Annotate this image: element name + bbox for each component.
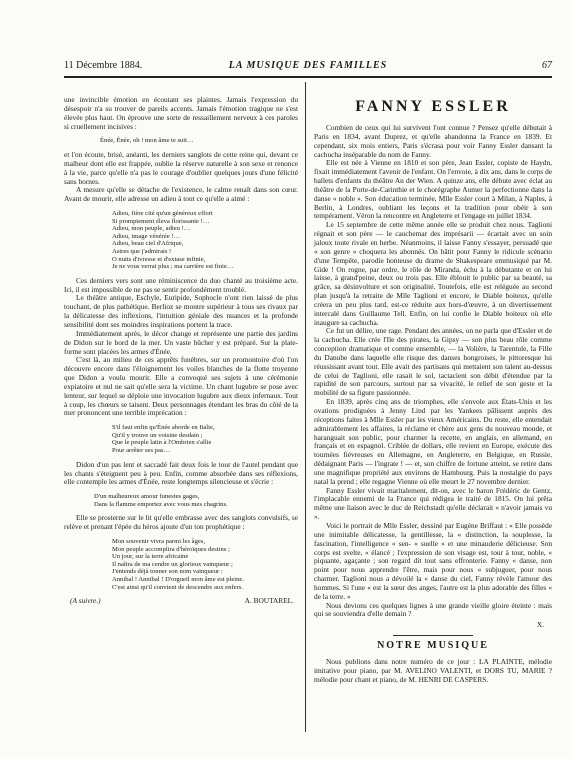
section-separator xyxy=(393,635,473,636)
paragraph: Combien de ceux qui lui survivent l'ont connue ? Pensez qu'elle débutait à Paris en 1834, avant Duprez, et qu'elle abandonna la France en 1839. Et cependant, six mois entiers, Paris s'écrasa pour voir Fanny Essler dansant la cachucha inséparable du nom de Fanny. xyxy=(314,123,552,159)
paragraph: Didon d'un pas lent et saccadé fait deux fois le tour de l'autel pendant que les chants s'éteignent peu à peu. Enfin, comme absorbée dans ses réflexions, elle contemple les armes d'Énée, reste longtemps silencieuse et s'écrie : xyxy=(64,459,298,487)
verse-line: Mon souvenir vivra parmi les âges, xyxy=(112,538,206,546)
paragraph: Voici le portrait de Mlle Essler, dessiné par Eugène Briffaut : « Elle possède une inimitable délicatesse, la gentillesse, la « distinction, la souplesse, la fascination, l'intelligence « sen- « suelle » et une minauderie délicieuse. Son corps est svelte, « élancé ; l'expression de son visage est, tour à tour, noble, « piquante, agaçante ; son regard dit tout sans effronterie. Fanny « danse, non point pour nous apprendre l'être, mais pour nous « subjuguer, pour nous charmer. Taglioni nous a dévoilé la « danse du ciel, Fanny révèle l'amour des hommes. Si l'une « est la sœur des anges, l'autre est la plus adorable des filles « de la terre. » xyxy=(314,520,552,601)
verse-line: C'est ainsi qu'il convient de descendre aux enfers. xyxy=(112,583,243,591)
verse-line: S'il faut enfin qu'Énée aborde en Italie, xyxy=(112,424,215,432)
paragraph: Elle se prosterne sur le lit qu'elle embrasse avec des sanglots convulsifs, se relève et prenant l'épée du héros ajoute d'un ton prophétique : xyxy=(64,513,298,532)
verse-block xyxy=(112,210,298,271)
paragraph: Fanny Essler vivait maritalement, dit-on, avec le baron Frédéric de Gentz, l'implacable ennemi de la France qui rédigea le traité de 1815. On lui prêta même une liaison avec le duc de Reichstadt qu'elle déclarait « n'avoir jamais vu ». xyxy=(314,485,552,522)
paragraph: Le 15 septembre de cette même année elle se produit chez nous. Taglioni régnait et son père — le cauchemar des imprésarii — écartait avec un soin jaloux toute rivale en herbe. Néanmoins, il laisse Fanny s'essayer, persuadé que « son genre » choquera les abonnés. On bâtit pour Fanny le ridicule scénario d'une Tempête, parodie honteuse du drame de Shakespeare emmusiqué par M. Gide ! On rogne, par ordre, le rôle de Miranda, échu à la débutante et on lui laisse, à grand'peine, deux ou trois pas. Elle éblouit le public par sa beauté, sa grâce, sa désinvolture et son originalité. Toutefois, elle est reléguée au second plan jusqu'à la retraite de Mlle Taglioni et encore, le Diable boiteux, qu'elle créera un peu plus tard, est-ce réduite aux hors-d'œuvre, à un divertissement intercalé dans Guillaume Tell. Enfin, on lui confie le Diable boiteux où elle inaugure sa cachucha. xyxy=(314,220,552,327)
paragraph: Nous publions dans notre numéro de ce jour : LA PLAINTE, mélodie imitative pour piano, par M. AVELINO VALENTI, et DORS TU, MARIE ? mélodie pour chant et piano, de M. HENRI DE CASPERS. xyxy=(314,657,552,684)
article-signature xyxy=(64,597,298,609)
author-name: A. BOUTAREL. xyxy=(244,596,294,606)
verse-line: J'entends déjà tonner son nom vainqueur : xyxy=(112,568,223,576)
verse-block xyxy=(112,538,298,591)
verse-line: Adieu, fière cité qu'un généreux effort xyxy=(112,210,213,218)
issue-date: 11 Décembre 1884. xyxy=(64,60,143,71)
verse-line: Annibal ! Annibal ! D'orgueil mon âme est pleine. xyxy=(112,576,244,584)
quote-line: Énée, Énée, oh ! mon âme te suit… xyxy=(100,137,194,145)
page-number: 67 xyxy=(542,60,552,71)
verse-line: Dans la flamme emportez avec vous mes chagrins. xyxy=(94,500,228,508)
paragraph: Immédiatement après, le décor change et représente une partie des jardins de Didon sur le bord de la mer. Un vaste bûcher y est préparé. Sur la plate-forme sont placées les armes d'Énée. xyxy=(64,328,298,356)
verse-line: Adieu, beau ciel d'Afrique, xyxy=(112,240,184,248)
verse-line: Astres que j'admirais ! xyxy=(112,248,172,255)
article-title: FANNY ESSLER xyxy=(355,98,511,115)
verse-line: Un jour, sur la terre africaine xyxy=(112,553,189,561)
paragraph: Ces derniers vers sont une réminiscence du duo chanté au troisième acte. Ici, il est impossible de ne pas se sentir profondément troublé. xyxy=(64,275,298,294)
section-title: NOTRE MUSIQUE xyxy=(377,640,489,652)
verse-line: Adieu, image vénérée !… xyxy=(112,232,181,240)
verse-line: Si promptement éleva florissante !… xyxy=(112,217,210,225)
verse-line: Mon peuple accomplira d'héroïques destins ; xyxy=(112,545,230,553)
verse-line: Adieu, mon peuple, adieu !… xyxy=(112,225,191,233)
paragraph: une invincible émotion en écoutant ses plaintes. Jamais l'expression du désespoir n'a su trouver de pareils accents. Jamais l'émotion tragique ne s'est élevée plus haut. On éprouve une sorte de ressaillement nerveux à ces paroles si cruellement incisives : xyxy=(64,95,298,131)
page-header xyxy=(64,59,552,73)
verse-block xyxy=(112,424,298,454)
paragraph: A mesure qu'elle se détache de l'existence, le calme renaît dans son cœur. Avant de mourir, elle adresse un adieu à tout ce qu'elle a aimé : xyxy=(64,185,298,204)
to-be-continued: (A suivre.) xyxy=(70,596,101,606)
right-column xyxy=(314,96,552,685)
paragraph: Ce fut un délire, une rage. Pendant des années, on ne parla que d'Essler et de la cachucha. Elle crée l'Ile des pirates, la Gipsy — son plus beau rôle comme conception dramatique et comme ensemble, — la Volière, la Tarentule, la Fille du Danube dans laquelle elle risque des danses hongroises, le pittoresque lui réussissant avant tout. Elle avait des partisans qui mettaient son talent au-dessus de celui de Taglioni, elle rasait le sol, tactacient son débit d'étendue par la rapidité de son parcours, surtout par sa vivacité, le relief de son geste et la mobilité de sa figure passionnée. xyxy=(314,326,552,398)
verse-line: Je ne vous verrai plus ; ma carrière est finie… xyxy=(112,263,234,271)
paragraph: Elle est née à Vienne en 1810 et son père, Jean Essler, copiste de Haydn, fixait immédiatement l'avenir de l'enfant. On l'envoie, à dix ans, dans le corps de ballets d'enfants du théâtre An der Wien. A quinze ans, elle débute avec éclat au théâtre de la Porte-de-Carinthie et le chorégraphe Aumer la perfectionne dans la danse « noble ». Son éducation terminée, Mlle Essler court à Milan, à Naples, à Berlin, à Londres, oubliant les leçons et la tradition pour obéir à son tempérament. Véron la rencontre en Angleterre et l'engage en juillet 1834. xyxy=(314,158,552,221)
verse-line: Qu'il y trouve un voisine desdain ; xyxy=(112,431,203,439)
paragraph: Nous devions ces quelques lignes à une grande vieille gloire éteinte : mais qui se souviendra d'elle demain ? xyxy=(314,600,552,619)
left-column xyxy=(64,96,298,609)
paragraph: En 1839, après cinq ans de triomphes, elle s'envole aux États-Unis et les ovations prodiguées à Jenny Lind par les Yankees pâlissent auprès des réceptions faites à Mlle Essler par les vieux Américains. Du reste, elle entendait admirablement les affaires, la réclame et chère aux gens du nouveau monde, et haranguait son public, pour charmer la recette, en anglais, en allemand, en français et en espagnol. Criblée de dollars, elle revient en Europe, exécute des tournées fiévreuses en Allemagne, en Angleterre, en Belgique, en Russie, dédaignant Paris — l'ingrate ! — et, son chiffre de fortune atteint, se retire dans une magnifique propriété aux environs de Hambourg. Puis la nostalgie du pays natal la prend ; elle regagne Vienne où elle meurt le 27 novembre dernier. xyxy=(314,397,552,486)
music-notice xyxy=(314,658,552,685)
paragraph: Le théâtre antique, Eschyle, Euripide, Sophocle n'ont rien laissé de plus touchant, de plus pathétique. Berlioz se montre supérieur à tous ses rivaux par la délicatesse des inflexions, l'intuition géniale des nuances et la profonde sensibilité dont ses moindres inspirations portent la trace. xyxy=(64,293,298,329)
verse-line: Que le peuple latin à l'Ombrien s'allie xyxy=(112,439,212,447)
header-rule xyxy=(64,76,552,78)
column-divider xyxy=(305,82,306,732)
verse-line: O nuits d'ivresse et d'extase infinie, xyxy=(112,255,206,263)
paragraph: C'est là, au milieu de ces apprêts funèbres, sur un promontoire d'où l'on découvre encore dans l'éloignement les voiles blanches de la flotte troyenne que Didon a voulu mourir. Elle a convoqué ses sujets à une cérémonie expiatoire et nul ne sait qu'elle sera la victime. Un chant lugubre se pose avec lenteur, sur lequel se déploie une invocation lugubre aux dieux infernaux. Tout à coup, les chœurs se taisent. Deux personnages étendant les bras du côté de la mer prononcent une terrible imprécation : xyxy=(64,355,298,418)
paragraph: et l'on écoute, brisé, anéanti, les derniers sanglots de cette reine qui, devant ce malheur dont elle est frappée, oublie la réserve naturelle à son sexe et renonce à la vie, parce qu'elle n'a pas le courage d'oublier quelques jours d'une félicité sans bornes. xyxy=(64,149,298,186)
verse-block xyxy=(94,493,298,508)
verse-line: D'un malheureux amour funestes gages, xyxy=(94,493,200,501)
verse-line: Pour arrêter ses pas… xyxy=(112,447,171,455)
article-signature: X. xyxy=(536,620,544,630)
verse-line: Il naîtra de ma cendre un glorieux vainqueur ; xyxy=(112,560,233,568)
journal-title: LA MUSIQUE DES FAMILLES xyxy=(228,60,388,71)
